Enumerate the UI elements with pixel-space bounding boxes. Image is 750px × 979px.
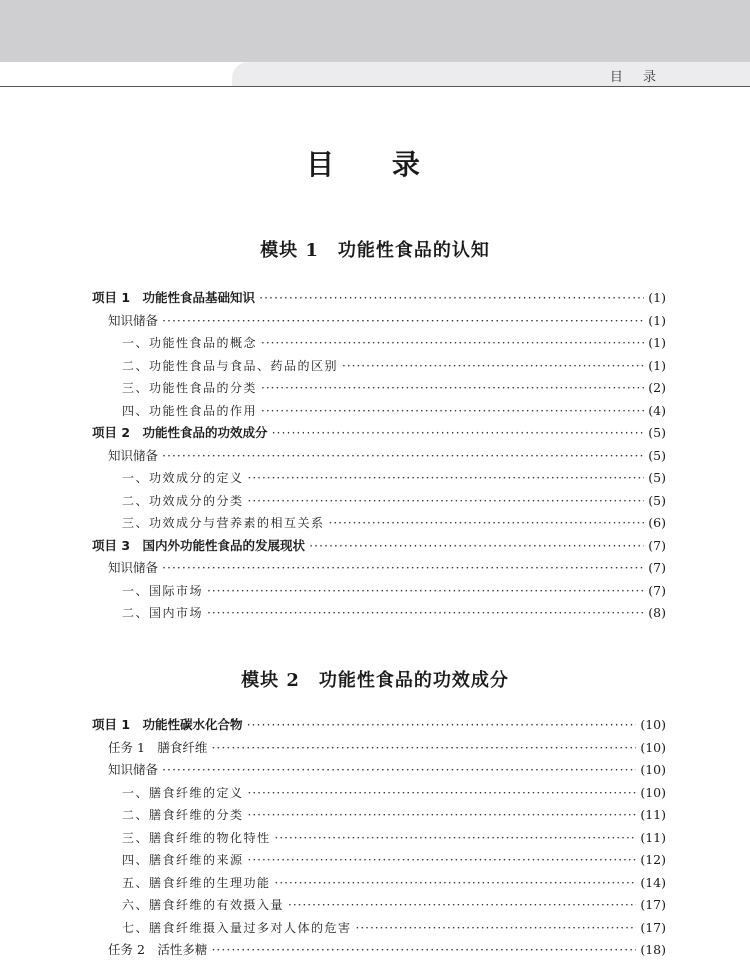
toc-entry[interactable] (92, 535, 666, 558)
toc-entry-label: 任务 2 活性多糖 (108, 942, 208, 957)
toc-entry[interactable] (92, 445, 666, 468)
toc-entry[interactable] (92, 400, 666, 423)
toc-entry-page: (18) (640, 942, 666, 957)
toc-entry-label: 项目 3 国内外功能性食品的发展现状 (92, 537, 306, 553)
toc-entry-label: 五、膳食纤维的生理功能 (122, 875, 271, 890)
toc-entry[interactable] (92, 714, 666, 737)
toc-entry[interactable] (92, 917, 666, 940)
toc-entry-label: 一、膳食纤维的定义 (122, 785, 244, 800)
toc-entry-label: 知识储备 (108, 560, 159, 575)
leader-dots (275, 827, 637, 850)
toc-entry[interactable] (92, 804, 666, 827)
toc-entry-label: 六、膳食纤维的有效摄入量 (122, 898, 285, 912)
toc-entry-label: 三、功能性食品的分类 (122, 381, 258, 395)
toc-entry[interactable] (92, 782, 666, 805)
toc-entry-page: (1) (648, 335, 666, 350)
toc-entry-page: (10) (640, 739, 666, 755)
leader-dots (248, 849, 637, 872)
leader-dots (248, 804, 637, 827)
toc-entry-page: (10) (640, 762, 666, 777)
toc-entry[interactable] (92, 580, 666, 603)
toc-entry-label: 知识储备 (108, 447, 159, 463)
running-header: 目 录 (609, 70, 664, 85)
leader-dots (288, 894, 636, 917)
toc-entry[interactable] (92, 512, 666, 535)
leader-dots (162, 557, 644, 580)
leader-dots (275, 872, 637, 895)
toc-entry-page: (7) (648, 560, 666, 575)
toc-entry-label: 项目 1 功能性碳水化合物 (92, 717, 243, 732)
toc-entry[interactable] (92, 467, 666, 490)
toc-entry[interactable] (92, 759, 666, 782)
toc-entry-page: (1) (648, 312, 666, 328)
toc-entry-page: (10) (640, 784, 666, 800)
toc-entry-label: 项目 1 功能性食品基础知识 (92, 290, 256, 305)
toc-entry-page: (1) (648, 290, 666, 305)
toc-entry-page: (11) (640, 807, 666, 822)
leader-dots (211, 737, 636, 760)
module-1-title: 模块 1 功能性食品的认知 (260, 240, 490, 261)
toc-entry[interactable] (92, 737, 666, 760)
toc-entry-label: 四、膳食纤维的来源 (122, 853, 244, 867)
toc-entry-page: (10) (640, 717, 666, 732)
toc-entry[interactable] (92, 939, 666, 962)
toc-entry-page: (4) (648, 402, 666, 418)
leader-dots (261, 400, 644, 423)
toc-entry-page: (14) (640, 874, 666, 890)
leader-dots (162, 759, 636, 782)
toc-entry-label: 二、膳食纤维的分类 (122, 808, 244, 822)
toc-entry[interactable] (92, 849, 666, 872)
toc-entry[interactable] (92, 355, 666, 378)
toc-entry-label: 四、功能性食品的作用 (122, 403, 258, 418)
toc-entry-label: 一、功能性食品的概念 (122, 336, 258, 350)
header-band (0, 0, 750, 62)
toc-entry[interactable] (92, 557, 666, 580)
toc-entry[interactable] (92, 332, 666, 355)
leader-dots (261, 377, 644, 400)
toc-entry-page: (1) (648, 357, 666, 373)
toc-entry-label: 二、功效成分的分类 (122, 493, 244, 508)
toc-entry[interactable] (92, 602, 666, 625)
toc-entry[interactable] (92, 310, 666, 333)
toc-entry-label: 七、膳食纤维摄入量过多对人体的危害 (122, 920, 352, 935)
toc-entry-page: (8) (648, 605, 666, 620)
toc-entry-page: (5) (648, 447, 666, 463)
page-title: 目 录 (306, 148, 444, 181)
module-1-toc (92, 287, 666, 625)
leader-dots (207, 580, 644, 603)
toc-entry-page: (7) (648, 537, 666, 553)
toc-entry-page: (5) (648, 492, 666, 508)
toc-entry-label: 知识储备 (108, 312, 159, 328)
toc-entry-page: (7) (648, 582, 666, 598)
leader-dots (356, 917, 637, 940)
toc-entry[interactable] (92, 894, 666, 917)
toc-entry[interactable] (92, 490, 666, 513)
header-rule (0, 86, 750, 87)
toc-entry[interactable] (92, 872, 666, 895)
toc-entry-label: 一、功效成分的定义 (122, 471, 244, 485)
leader-dots (247, 714, 637, 737)
leader-dots (259, 287, 644, 310)
leader-dots (272, 422, 645, 445)
toc-entry-label: 三、功效成分与营养素的相互关系 (122, 516, 325, 530)
toc-entry-label: 二、功能性食品与食品、药品的区别 (122, 358, 339, 373)
toc-entry-label: 知识储备 (108, 762, 159, 777)
leader-dots (261, 332, 644, 355)
toc-entry-page: (2) (648, 380, 666, 395)
toc-entry[interactable] (92, 422, 666, 445)
leader-dots (248, 490, 645, 513)
toc-entry-page: (5) (648, 470, 666, 485)
leader-dots (162, 310, 644, 333)
toc-entry-page: (6) (648, 515, 666, 530)
toc-entry-label: 任务 1 膳食纤维 (108, 739, 208, 755)
toc-entry-label: 三、膳食纤维的物化特性 (122, 830, 271, 845)
header-tab (232, 62, 750, 86)
module-2-title: 模块 2 功能性食品的功效成分 (241, 670, 509, 691)
module-2-toc (92, 714, 666, 962)
toc-entry-page: (17) (640, 897, 666, 912)
leader-dots (342, 355, 644, 378)
toc-entry[interactable] (92, 287, 666, 310)
toc-entry-page: (17) (640, 919, 666, 935)
toc-entry-page: (12) (640, 852, 666, 867)
toc-entry-page: (11) (640, 829, 666, 845)
leader-dots (248, 467, 645, 490)
leader-dots (207, 602, 644, 625)
toc-entry[interactable] (92, 377, 666, 400)
leader-dots (248, 782, 637, 805)
toc-entry-page: (5) (648, 425, 666, 440)
toc-entry[interactable] (92, 827, 666, 850)
leader-dots (162, 445, 644, 468)
toc-entry-label: 二、国内市场 (122, 606, 204, 620)
leader-dots (329, 512, 645, 535)
toc-entry-label: 一、国际市场 (122, 583, 204, 598)
toc-entry-label: 项目 2 功能性食品的功效成分 (92, 425, 268, 440)
leader-dots (211, 939, 636, 962)
leader-dots (309, 535, 644, 558)
